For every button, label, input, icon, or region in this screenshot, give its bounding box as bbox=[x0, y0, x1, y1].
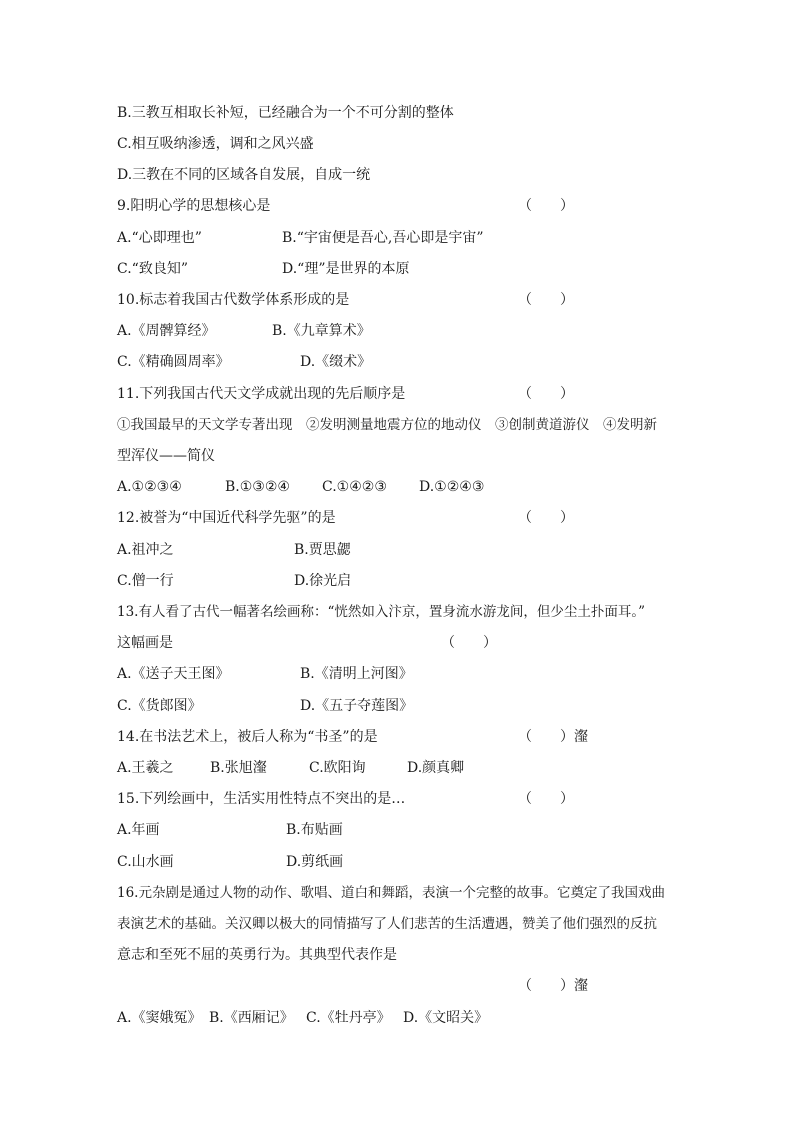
q9-option-c: C.“致良知” bbox=[117, 261, 188, 277]
q14-option-d: D.颜真卿 bbox=[407, 760, 465, 776]
q14-answer-blank: （ ）瀣 bbox=[518, 729, 588, 745]
q10-stem: 10.标志着我国古代数学体系形成的是 bbox=[117, 292, 350, 308]
q15-stem: 15.下列绘画中，生活实用性特点不突出的是… bbox=[117, 791, 406, 807]
q13-answer-blank: （ ） bbox=[441, 635, 497, 651]
q10-answer-blank: （ ） bbox=[518, 292, 574, 308]
q8-option-b: B.三教互相取长补短，已经融合为一个不可分割的整体 bbox=[117, 105, 454, 121]
q16-stem-line-1: 16.元杂剧是通过人物的动作、歌唱、道白和舞蹈，表演一个完整的故事。它奠定了我国戏曲 bbox=[117, 885, 665, 901]
q12-option-b: B.贾思勰 bbox=[294, 542, 351, 558]
q11-items-line-2: 型浑仪——简仪 bbox=[117, 448, 215, 464]
q16-stem-line-3: 意志和至死不屈的英勇行为。其典型代表作是 bbox=[117, 947, 397, 963]
q15-option-c: C.山水画 bbox=[117, 854, 174, 870]
q13-option-d: D.《五子夺莲图》 bbox=[300, 698, 414, 714]
q15-option-d: D.剪纸画 bbox=[286, 854, 344, 870]
q10-option-c: C.《精确圆周率》 bbox=[117, 354, 230, 370]
q8-option-d: D.三教在不同的区域各自发展，自成一统 bbox=[117, 167, 371, 183]
q14-option-b: B.张旭瀣 bbox=[210, 760, 267, 776]
q13-option-b: B.《清明上河图》 bbox=[300, 666, 413, 682]
q11-option-a: A.①②③④ bbox=[117, 479, 182, 495]
q9-answer-blank: （ ） bbox=[518, 198, 574, 214]
q13-option-c: C.《货郎图》 bbox=[117, 698, 202, 714]
q9-option-b: B.“宇宙便是吾心,吾心即是宇宙” bbox=[282, 230, 484, 246]
q10-option-b: B.《九章算术》 bbox=[272, 323, 371, 339]
q11-stem: 11.下列我国古代天文学成就出现的先后顺序是 bbox=[117, 386, 406, 402]
q16-option-d: D.《文昭关》 bbox=[403, 1010, 489, 1026]
q12-stem: 12.被誉为“中国近代科学先驱”的是 bbox=[117, 510, 336, 526]
q15-option-b: B.布贴画 bbox=[286, 822, 343, 838]
q13-stem-line-2: 这幅画是 bbox=[117, 635, 173, 651]
q11-items-line-1: ①我国最早的天文学专著出现 ②发明测量地震方位的地动仪 ③创制黄道游仪 ④发明新 bbox=[117, 417, 657, 433]
q16-option-c: C.《牡丹亭》 bbox=[306, 1010, 391, 1026]
q14-option-c: C.欧阳询 bbox=[309, 760, 366, 776]
q9-option-a: A.“心即理也” bbox=[117, 230, 202, 246]
q14-option-a: A.王羲之 bbox=[117, 760, 174, 776]
q16-option-b: B.《西厢记》 bbox=[209, 1010, 294, 1026]
q12-option-d: D.徐光启 bbox=[294, 573, 352, 589]
q12-option-c: C.僧一行 bbox=[117, 573, 174, 589]
q12-answer-blank: （ ） bbox=[518, 510, 574, 526]
q10-option-d: D.《缀术》 bbox=[300, 354, 372, 370]
q13-option-a: A.《送子天王图》 bbox=[117, 666, 230, 682]
q13-stem-line-1: 13.有人看了古代一幅著名绘画称：“恍然如入汴京，置身流水游龙间，但少尘土扑面耳。” bbox=[117, 604, 646, 620]
q8-option-c: C.相互吸纳渗透，调和之风兴盛 bbox=[117, 136, 314, 152]
q9-option-d: D.“理”是世界的本原 bbox=[282, 261, 410, 277]
q11-option-d: D.①②④③ bbox=[419, 479, 485, 495]
q12-option-a: A.祖冲之 bbox=[117, 542, 174, 558]
q15-option-a: A.年画 bbox=[117, 822, 160, 838]
q9-stem: 9.阳明心学的思想核心是 bbox=[117, 198, 271, 214]
q16-option-a: A.《窦娥冤》 bbox=[117, 1010, 202, 1026]
q16-answer-blank: （ ）瀣 bbox=[518, 978, 588, 994]
q11-option-c: C.①④②③ bbox=[322, 479, 387, 495]
q15-answer-blank: （ ） bbox=[518, 791, 574, 807]
q11-option-b: B.①③②④ bbox=[225, 479, 290, 495]
q14-stem: 14.在书法艺术上，被后人称为“书圣”的是 bbox=[117, 729, 378, 745]
q10-option-a: A.《周髀算经》 bbox=[117, 323, 216, 339]
q16-stem-line-2: 表演艺术的基础。关汉卿以极大的同情描写了人们悲苦的生活遭遇，赞美了他们强烈的反抗 bbox=[117, 916, 657, 932]
q11-answer-blank: （ ） bbox=[518, 386, 574, 402]
